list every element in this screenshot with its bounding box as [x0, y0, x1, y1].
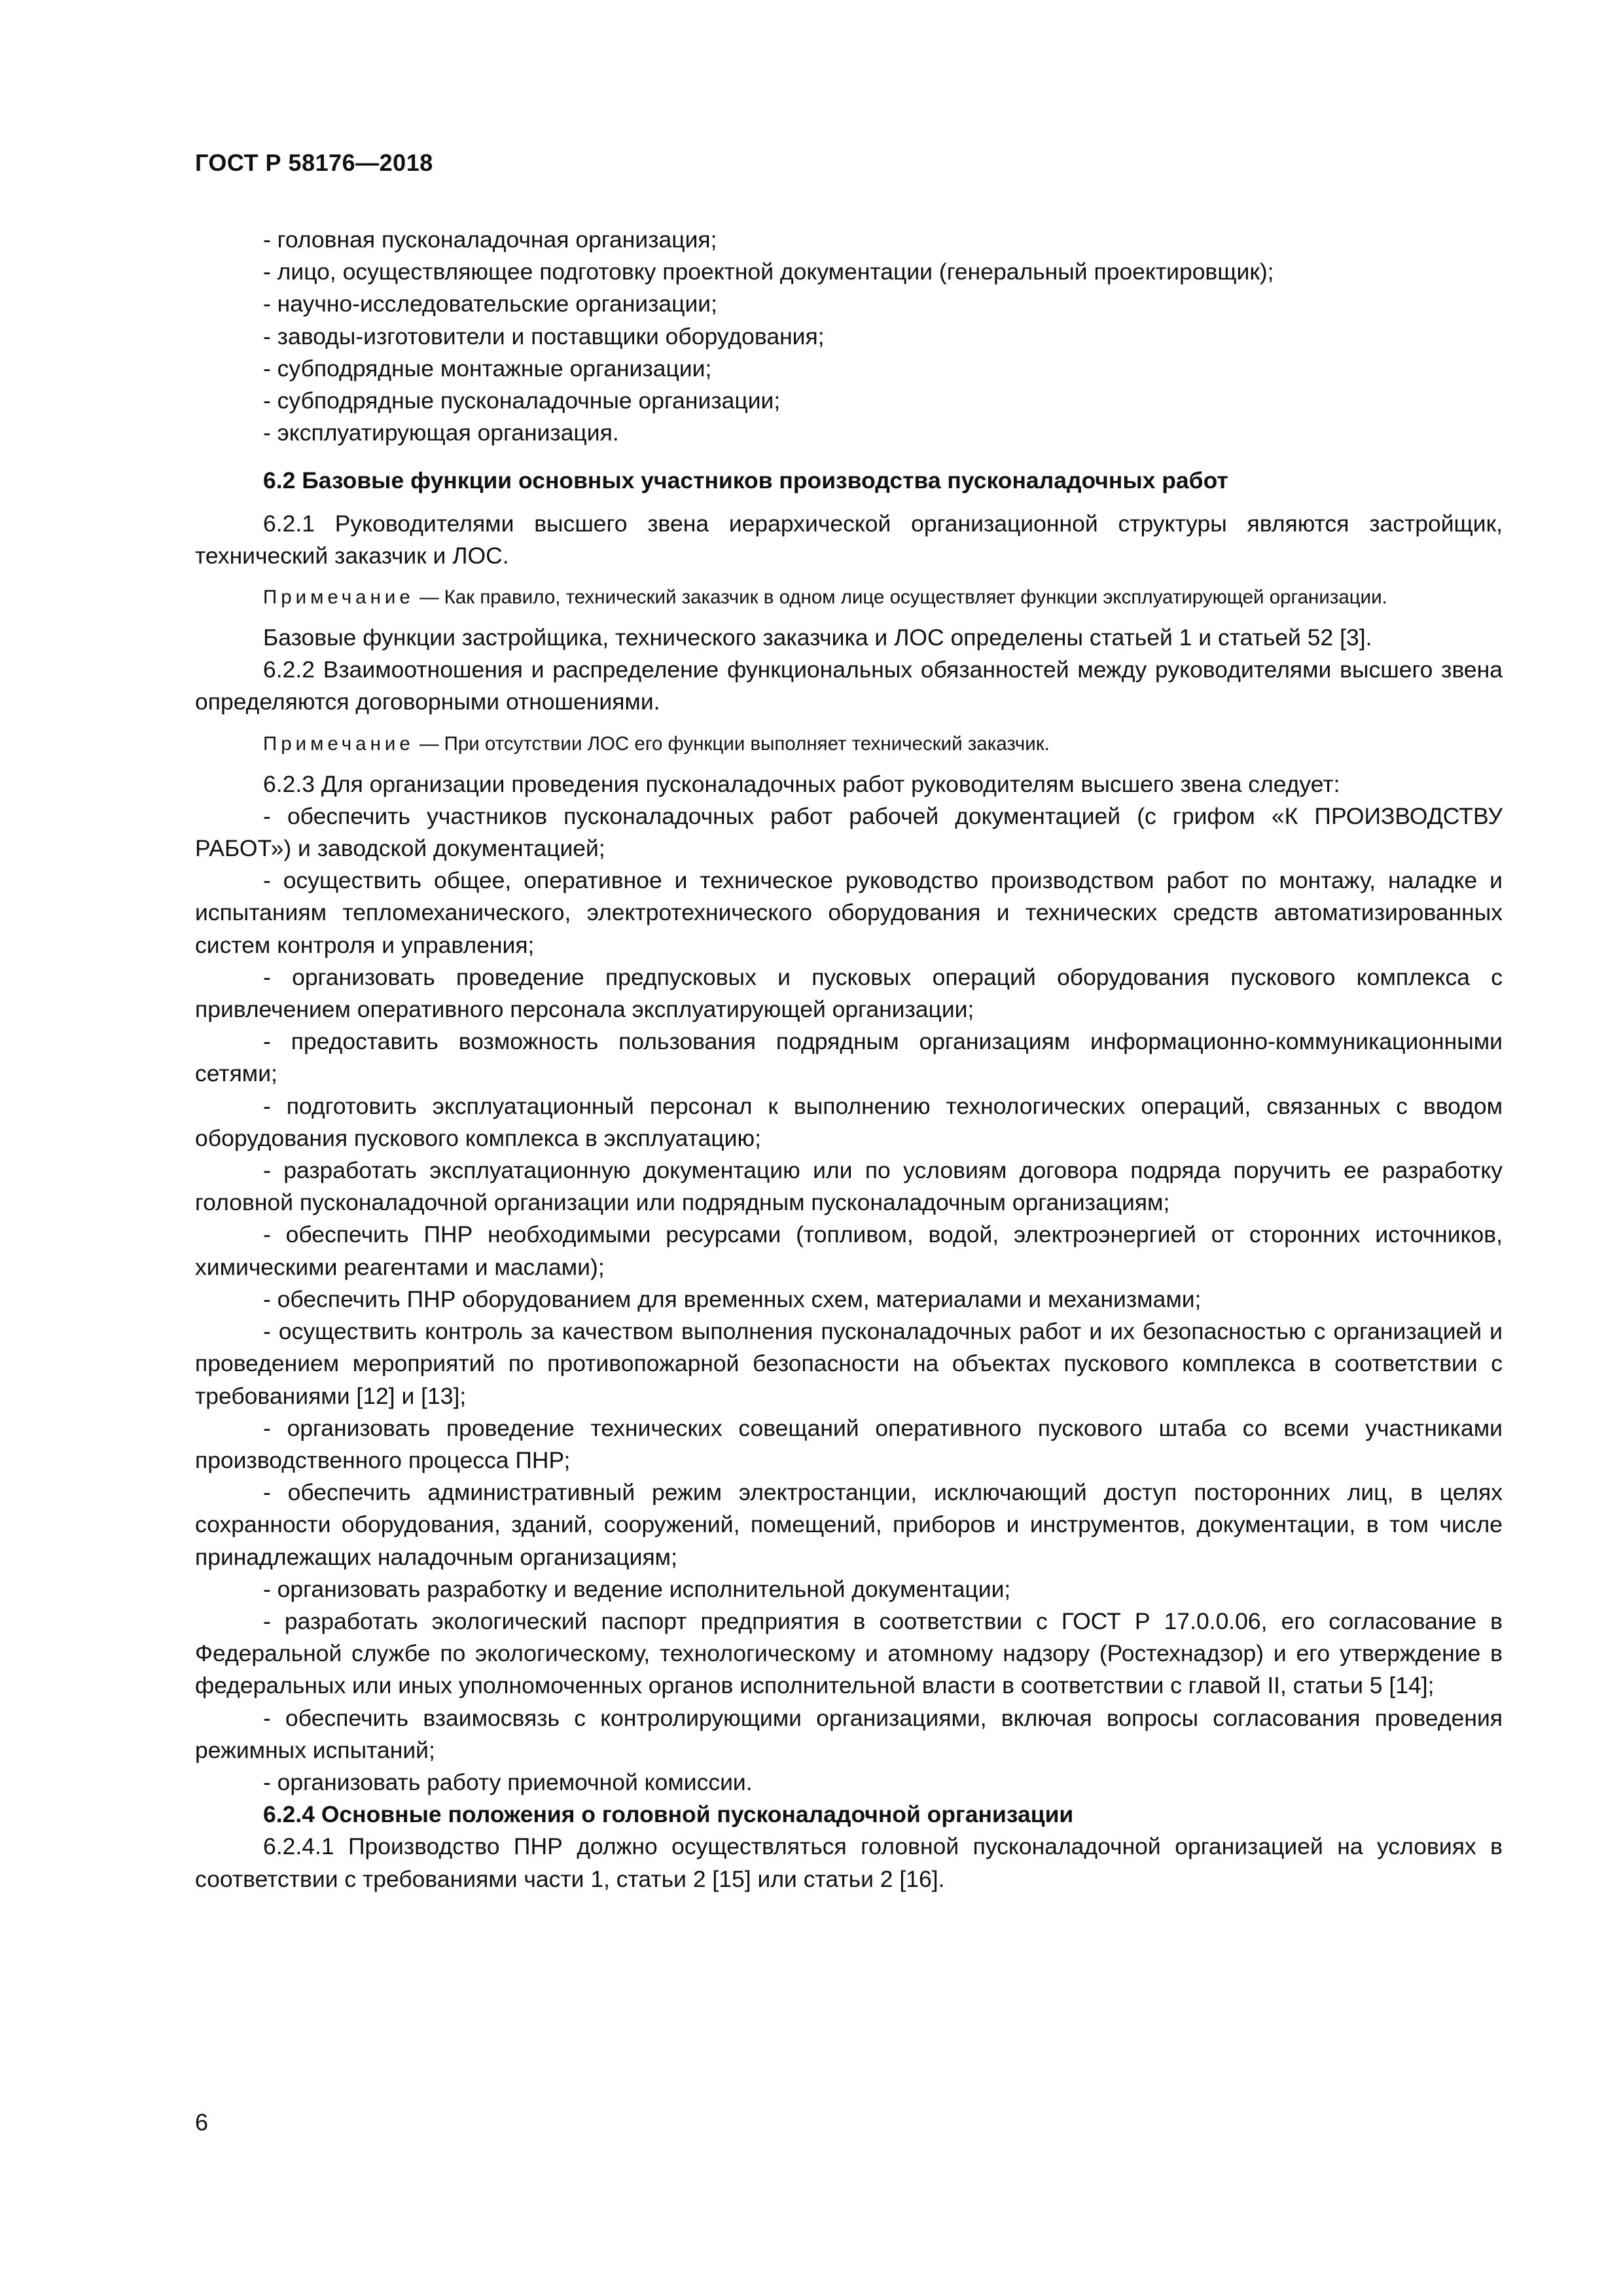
duty-item: - обеспечить участников пусконаладочных работ рабочей документацией (с грифом «К ПРОИЗВОДСТВУ РАБОТ») и заводской документацией;	[195, 802, 1503, 862]
list-item: - субподрядные пусконаладочные организации;	[263, 387, 781, 414]
note-text: — При отсутствии ЛОС его функции выполняет технический заказчик.	[414, 732, 1050, 755]
duty-item: - обеспечить ПНР оборудованием для временных схем, материалами и механизмами;	[263, 1285, 1202, 1312]
duty-item: - организовать проведение предпусковых и пусковых операций оборудования пускового комплекса с привлечением оперативного персонала эксплуатирующей организации;	[195, 963, 1503, 1023]
body-text	[195, 224, 1503, 1895]
paragraph-6-2-3: 6.2.3 Для организации проведения пусконаладочных работ руководителям высшего звена следует:	[263, 770, 1340, 797]
duty-item: - разработать эксплуатационную документацию или по условиям договора подряда поручить ее разработку головной пусконаладочной организации или подрядным пусконаладочным организациям;	[195, 1157, 1503, 1216]
paragraph-6-2-1: 6.2.1 Руководителями высшего звена иерархической организационной структуры являются застройщик, технический заказчик и ЛОС.	[195, 510, 1503, 569]
note-1	[195, 584, 1503, 611]
note-label: Примечание	[263, 732, 414, 755]
section-heading-6-2-4: 6.2.4 Основные положения о головной пусконаладочной организации	[263, 1801, 1074, 1828]
paragraph-6-2-2: 6.2.2 Взаимоотношения и распределение функциональных обязанностей между руководителями высшего звена определяются договорными отношениями.	[195, 656, 1503, 715]
list-item: - заводы-изготовители и поставщики оборудования;	[263, 323, 825, 350]
duty-item: - обеспечить административный режим электростанции, исключающий доступ посторонних лиц, в целях сохранности оборудования, зданий, сооружений, помещений, приборов и инструментов, документации, в том числе принадлежащих наладочным организациям;	[195, 1479, 1503, 1570]
duty-item: - организовать разработку и ведение исполнительной документации;	[263, 1575, 1011, 1602]
list-item: - лицо, осуществляющее подготовку проектной документации (генеральный проектировщик);	[263, 259, 1274, 285]
duty-item: - организовать работу приемочной комиссии.	[263, 1768, 753, 1795]
duty-item: - предоставить возможность пользования подрядным организациям информационно-коммуникационными сетями;	[195, 1028, 1503, 1087]
note-2	[195, 730, 1503, 758]
note-text: — Как правило, технический заказчик в одном лице осуществляет функции эксплуатирующей организации.	[414, 586, 1387, 609]
standard-code-header: ГОСТ Р 58176—2018	[195, 149, 433, 176]
document-page	[195, 0, 1503, 2296]
page-number: 6	[195, 2109, 209, 2136]
duty-item: - осуществить контроль за качеством выполнения пусконаладочных работ и их безопасностью с организацией и проведением мероприятий по противопожарной безопасности на объектах пускового комплекса в соответствии с требованиями [12] и [13];	[195, 1318, 1503, 1409]
paragraph-6-2-4-1: 6.2.4.1 Производство ПНР должно осуществляться головной пусконаладочной организацией на условиях в соответствии с требованиями части 1, статьи 2 [15] или статьи 2 [16].	[195, 1833, 1503, 1892]
list-item: - научно-исследовательские организации;	[263, 291, 718, 317]
list-item: - субподрядные монтажные организации;	[263, 355, 712, 382]
duty-item: - подготовить эксплуатационный персонал к выполнению технологических операций, связанных с вводом оборудования пускового комплекса в эксплуатацию;	[195, 1092, 1503, 1151]
duty-item: - осуществить общее, оперативное и техническое руководство производством работ по монтажу, наладке и испытаниям тепломеханического, электротехнического оборудования и технических средств автоматизированных систем контроля и управления;	[195, 867, 1503, 958]
paragraph-basic-functions: Базовые функции застройщика, технического заказчика и ЛОС определены статьей 1 и статьей 52 [3].	[263, 624, 1372, 651]
list-item: - головная пусконаладочная организация;	[263, 226, 717, 253]
duty-item: - обеспечить ПНР необходимыми ресурсами (топливом, водой, электроэнергией от сторонних источников, химическими реагентами и маслами);	[195, 1221, 1503, 1280]
duty-item: - обеспечить взаимосвязь с контролирующими организациями, включая вопросы согласования проведения режимных испытаний;	[195, 1704, 1503, 1763]
list-item: - эксплуатирующая организация.	[263, 420, 619, 446]
note-label: Примечание	[263, 586, 414, 609]
duty-item: - организовать проведение технических совещаний оперативного пускового штаба со всеми участниками производственного процесса ПНР;	[195, 1414, 1503, 1473]
duty-item: - разработать экологический паспорт предприятия в соответствии с ГОСТ Р 17.0.0.06, его согласование в Федеральной службе по экологическому, технологическому и атомному надзору (Ростехнадзор) и его утверждение в федеральных или иных уполномоченных органов исполнительной власти в соответствии с главой II, статьи 5 [14];	[195, 1607, 1503, 1699]
section-heading-6-2: 6.2 Базовые функции основных участников производства пусконаладочных работ	[263, 467, 1228, 494]
